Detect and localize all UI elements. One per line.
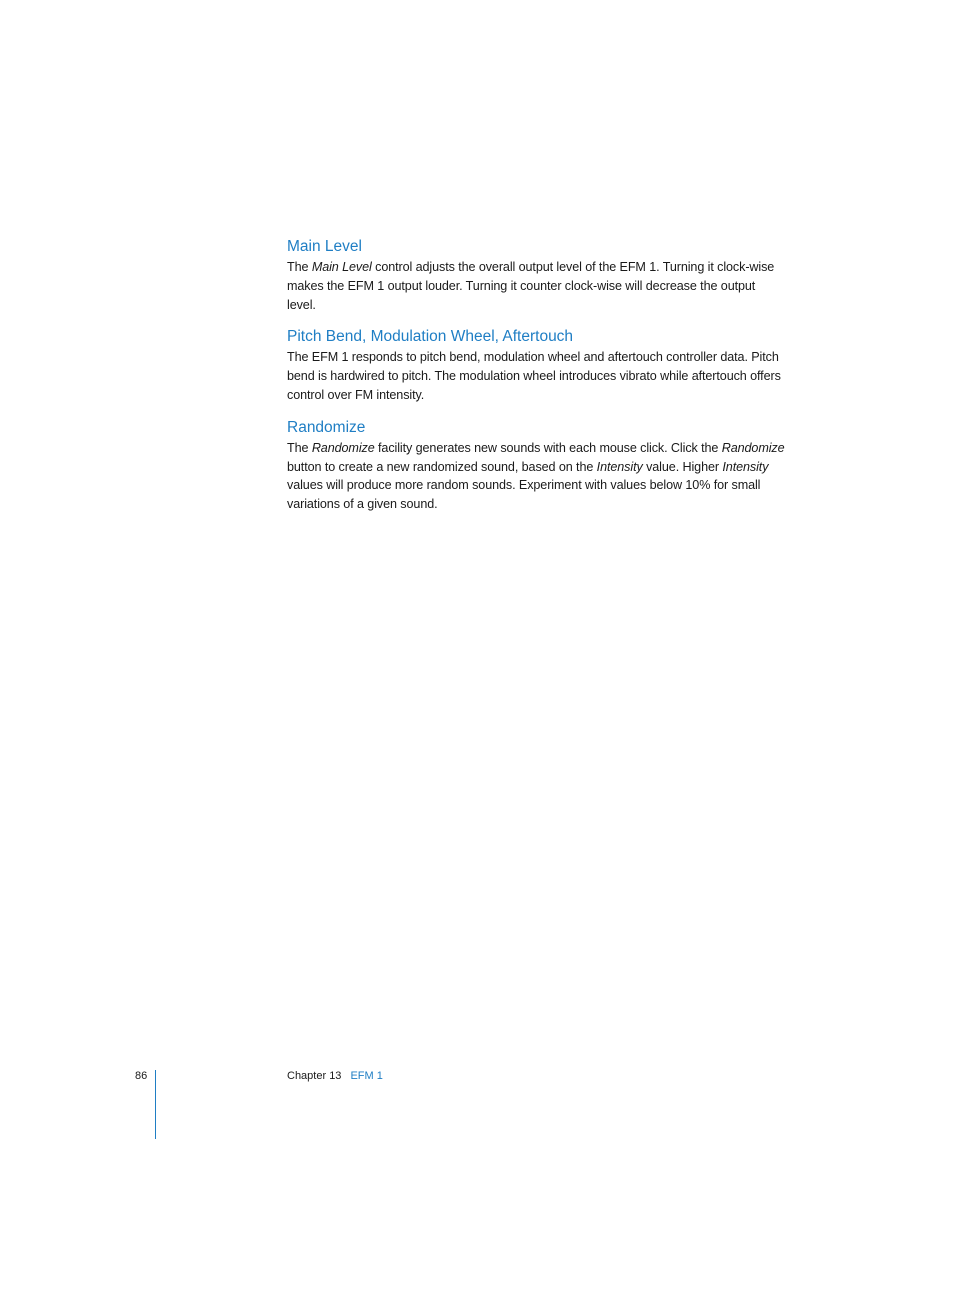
page-number: 86	[135, 1070, 148, 1082]
footer-divider	[155, 1070, 156, 1139]
page-content	[287, 236, 787, 526]
footer-chapter	[287, 1070, 383, 1082]
section-body: The EFM 1 responds to pitch bend, modulation wheel and aftertouch controller data. Pitch bend is hardwired to pitch. The modulation wheel introduces vibrato while aftertouch offers control over FM intensity.	[287, 350, 781, 402]
chapter-title: EFM 1	[350, 1070, 383, 1082]
section-heading: Randomize	[287, 418, 366, 436]
section-heading: Pitch Bend, Modulation Wheel, Aftertouch	[287, 328, 574, 346]
section-pitch-bend	[287, 326, 787, 404]
chapter-label: Chapter 13	[287, 1070, 342, 1082]
section-body: The Randomize facility generates new sounds with each mouse click. Click the Randomize button to create a new randomized sound, based on the Intensity value. Higher Intensity values will produce more random sounds. Experiment with values below 10% for small variations of a given sound.	[287, 440, 785, 512]
section-main-level	[287, 236, 787, 314]
section-heading: Main Level	[287, 238, 362, 255]
section-body: The Main Level control adjusts the overall output level of the EFM 1. Turning it clock-wise makes the EFM 1 output louder. Turning it counter clock-wise will decrease the output level.	[287, 260, 775, 312]
section-randomize	[287, 417, 787, 514]
